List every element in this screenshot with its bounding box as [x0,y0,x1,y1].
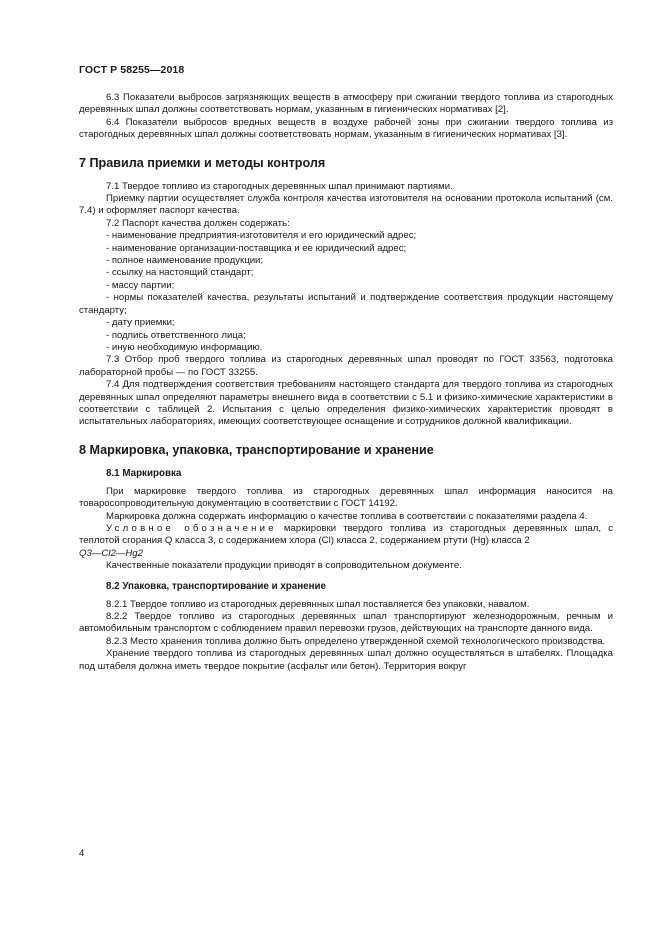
subsection-8-2-title: 8.2 Упаковка, транспортирование и хранение [106,580,326,592]
list-item: - нормы показателей качества, результаты испытаний и подтверждение соответствия продукции настоящему стандарту; [79,292,613,316]
section-7-title: 7 Правила приемки и методы контроля [79,155,326,170]
section-8-title: 8 Маркировка, упаковка, транспортирование и хранение [79,442,434,457]
paragraph-6-4: 6.4 Показатели выбросов вредных веществ в воздухе рабочей зоны при сжигании твердого топлива из старогодных деревянных шпал должны соответствовать нормам, указанным в гигиенических нормативах [3]. [79,116,613,141]
paragraph-8-2-2: 8.2.2 Твердое топливо из старогодных деревянных шпал транспортируют железнодорожным, речным и автомобильным транспортом с соблюдением правил перевозки грузов, действующих на транспорте данного вида. [79,611,613,635]
page-number: 4 [79,848,85,859]
document-body [79,92,613,673]
marking-formula: Q3—Cl2—Hg2 [79,547,143,559]
subsection-8-1-title: 8.1 Маркировка [106,467,182,479]
document-header: ГОСТ Р 58255—2018 [79,64,185,76]
paragraph-7-3: 7.3 Отбор проб твердого топлива из старогодных деревянных шпал проводят по ГОСТ 33563, подготовка лабораторной пробы — по ГОСТ 33255. [79,354,613,378]
term-label: Условное обозначение [106,522,277,534]
list-item: - дату приемки; [106,317,175,329]
paragraph-7-4: 7.4 Для подтверждения соответствия требованиям настоящего стандарта для твердого топлива из старогодных деревянных шпал определяют параметры внешнего вида в соответствии с 5.1 и физико-химические характеристики в соответствии с таблицей 2. Испытания с целью определения физико-химических характеристик проводят в испытательных лабораториях, имеющих соответствующее оснащение и сотрудников должной квалификации. [79,379,613,428]
list-item: - иную необходимую информацию. [106,341,263,353]
paragraph-8-2-3-b: Хранение твердого топлива из старогодных деревянных шпал должно осуществляться в штабелях. Площадка под штабеля должна иметь твердое покрытие (асфальт или бетон). Территория вокруг [79,648,613,672]
paragraph-8-1-c [79,523,613,548]
paragraph-7-1: 7.1 Твердое топливо из старогодных деревянных шпал принимают партиями. [106,180,453,192]
list-item: - наименование предприятия-изготовителя и его юридический адрес; [106,230,417,242]
paragraph-7-1-b: Приемку партии осуществляет служба контроля качества изготовителя на основании протокола испытаний (см. 7.4) и оформляет паспорт качества. [79,193,613,217]
list-item: - полное наименование продукции; [106,255,264,267]
paragraph-7-2: 7.2 Паспорт качества должен содержать: [106,217,290,229]
paragraph-8-1-d: Качественные показатели продукции приводят в сопроводительном документе. [106,560,462,572]
list-item: - ссылку на настоящий стандарт; [106,267,254,279]
list-item: - наименование организации-поставщика и ее юридический адрес; [106,242,407,254]
paragraph-8-1-b: Маркировка должна содержать информацию о качестве топлива в соответствии с показателями раздела 4. [106,510,588,522]
paragraph-8-1-a: При маркировке твердого топлива из старогодных деревянных шпал информация наносится на товаросопроводительную документацию в соответствии с ГОСТ 14192. [79,485,613,510]
list-item: - массу партии; [106,279,175,291]
term-text: маркировки твердого топлива из старогодных деревянных шпал, с теплотой сгорания Q класса 3, с содержанием хлора (Cl) класса 2, содержанием ртути (Hg) класса 2 [79,522,613,547]
paragraph-8-2-3: 8.2.3 Место хранения топлива должно быть определено утвержденной схемой технологического производства. [106,635,606,647]
paragraph-8-2-1: 8.2.1 Твердое топливо из старогодных деревянных шпал поставляется без упаковки, навалом. [106,598,530,610]
list-item: - подпись ответственного лица; [106,329,246,341]
paragraph-6-3: 6.3 Показатели выбросов загрязняющих веществ в атмосферу при сжигании твердого топлива из старогодных деревянных шпал должны соответствовать нормам, указанным в гигиенических нормативах [2]. [79,92,613,116]
